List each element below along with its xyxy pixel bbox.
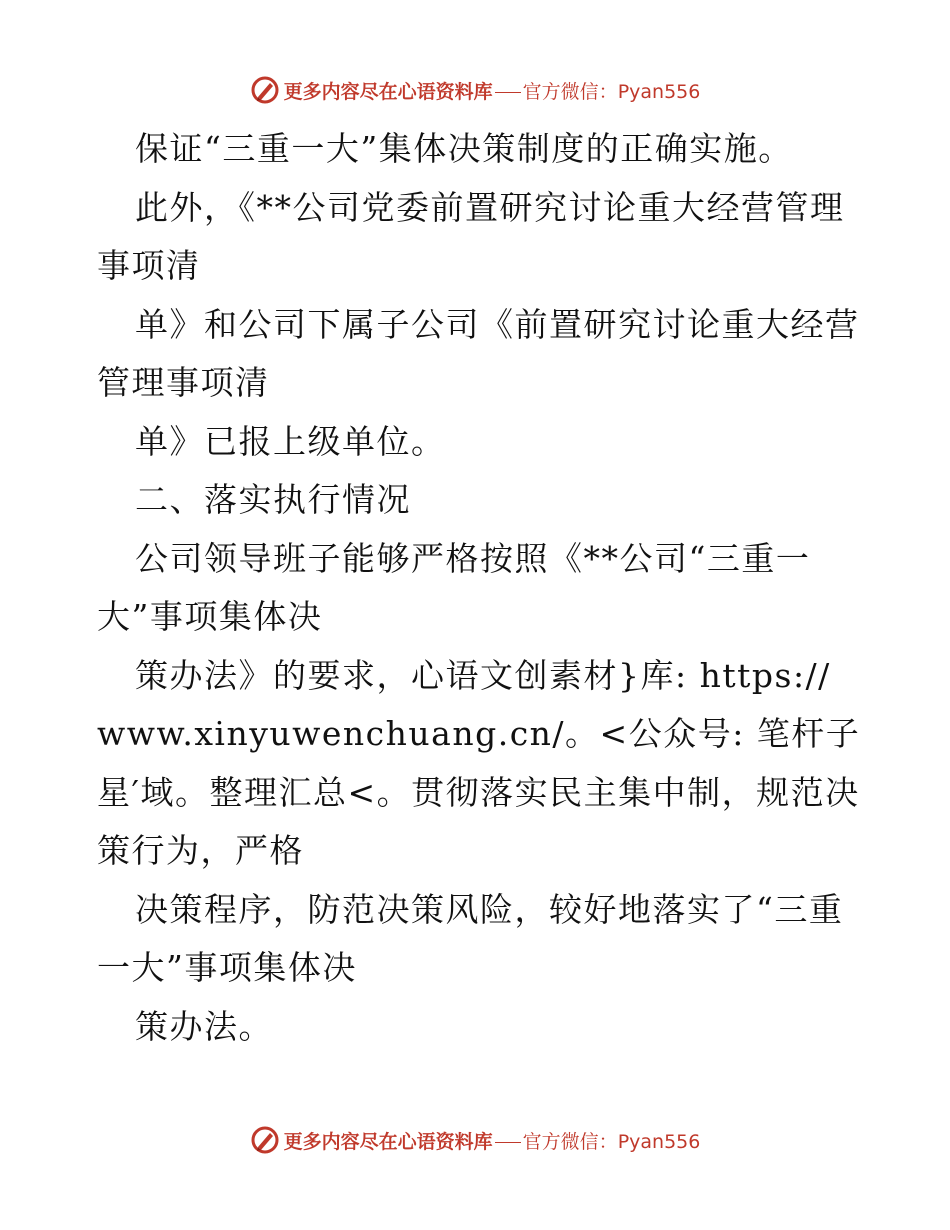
doc-line: 策行为，严格 xyxy=(97,831,304,870)
doc-line: 保证“三重一大”集体决策制度的正确实施。 xyxy=(135,129,793,168)
doc-line: 策办法。 xyxy=(135,1006,273,1046)
doc-line: 单》和公司下属子公司《前置研究讨论重大经营 xyxy=(135,304,860,344)
footer-brand-text: 更多内容尽在心语资料库 xyxy=(283,1130,493,1153)
pen-logo-icon xyxy=(250,75,280,105)
header-brand-text: 更多内容尽在心语资料库 xyxy=(283,80,493,103)
doc-line: www.xinyuwenchuang.cn/。<公众号: 笔杆子 xyxy=(97,714,861,753)
doc-line: 策办法》的要求，心语文创素材}库: https:// xyxy=(135,655,831,695)
doc-line: 大”事项集体决 xyxy=(97,597,323,636)
section-heading: 二、落实执行情况 xyxy=(135,480,411,519)
doc-line: 单》已报上级单位。 xyxy=(135,421,446,461)
header-banner-text xyxy=(284,77,701,104)
footer-watermark-banner xyxy=(0,1120,950,1160)
footer-banner-text xyxy=(284,1127,701,1154)
doc-line: 管理事项清 xyxy=(97,363,270,402)
doc-line: 决策程序，防范决策风险，较好地落实了“三重 xyxy=(135,889,844,929)
header-watermark-banner xyxy=(0,70,950,110)
doc-line: 事项清 xyxy=(97,246,201,285)
header-official-label: 官方微信： xyxy=(522,80,618,103)
doc-line: 星′域。整理汇总<。贯彻落实民主集中制，规范决 xyxy=(97,772,860,812)
doc-line: 公司领导班子能够严格按照《**公司“三重一 xyxy=(135,538,811,578)
pen-logo-icon xyxy=(250,1125,280,1155)
document-body xyxy=(97,120,861,1056)
footer-wechat-id: Pyan556 xyxy=(617,1130,701,1153)
header-banner-dash xyxy=(495,92,521,93)
doc-line: 此外，《**公司党委前置研究讨论重大经营管理 xyxy=(135,187,845,227)
header-wechat-id: Pyan556 xyxy=(617,80,701,103)
footer-official-label: 官方微信： xyxy=(522,1130,618,1153)
footer-banner-dash xyxy=(495,1142,521,1143)
doc-line: 一大”事项集体决 xyxy=(97,948,357,987)
